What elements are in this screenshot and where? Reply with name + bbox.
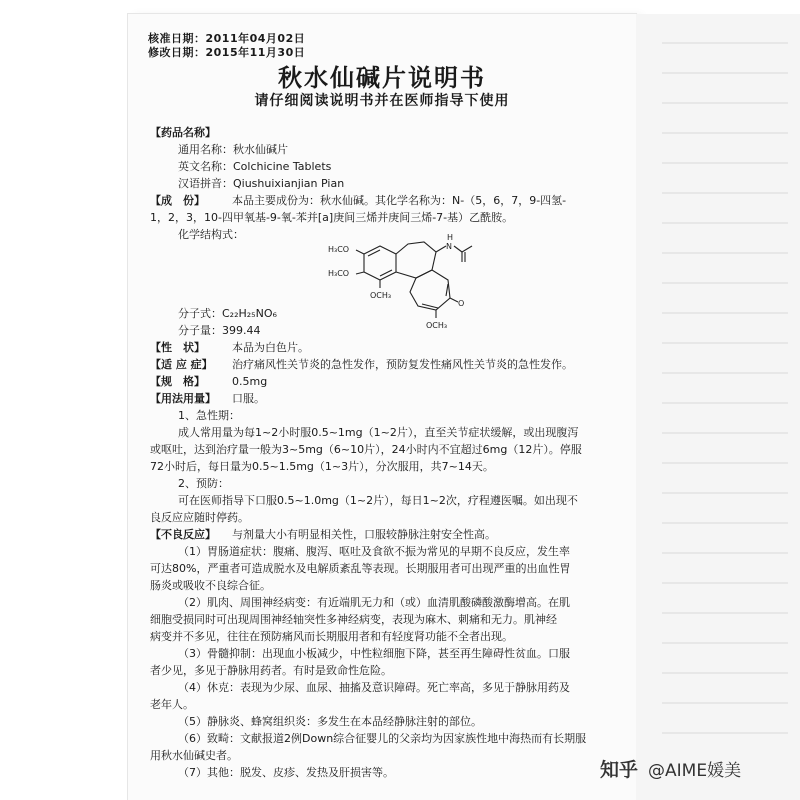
zhihu-logo: 知乎	[600, 759, 639, 781]
specification-heading: 【规 格】	[150, 375, 205, 388]
methoxy-label-3: OCH₃	[370, 291, 392, 300]
adverse-1-line-1: （1）胃肠道症状：腹痛、腹泻、呕吐及食欲不振为常见的早期不良反应，发生率	[178, 545, 570, 558]
acute-line-1: 成人常用量为每1~2小时服0.5~1mg（1~2片），直至关节症状缓解，或出现腹泻	[178, 426, 579, 439]
acute-line-2: 或呕吐，达到治疗量一般为3~5mg（6~10片），24小时内不宜超过6mg（12片）。停服	[150, 443, 582, 456]
adverse-2-line-3: 病变并不多见，往往在预防痛风而长期服用者和有轻度肾功能不全者出现。	[150, 630, 513, 643]
adverse-3-line-2: 者少见，多见于静脉用药者。有时是致命性危险。	[150, 664, 392, 677]
adverse-4-line-2: 老年人。	[150, 698, 194, 711]
methoxy-label-2: H₃CO	[328, 269, 350, 278]
author-handle: @AIME媛美	[648, 761, 742, 781]
background-left	[0, 0, 128, 800]
properties-heading: 【性 状】	[150, 341, 205, 354]
adverse-7-line-1: （7）其他：脱发、皮疹、发热及肝损害等。	[178, 766, 394, 779]
ketone-o-label: O	[458, 299, 465, 308]
prevent-line-1: 可在医师指导下口服0.5~1.0mg（1~2片），每日1~2次，疗程遵医嘱。如出现不	[178, 494, 578, 507]
composition-line-1: 本品主要成份为：秋水仙碱。其化学名称为：N-（5，6，7，9-四氢-	[232, 194, 567, 207]
adjacent-page	[636, 14, 800, 800]
approval-date: 核准日期：2011年04月02日	[148, 32, 306, 45]
chemical-structure-diagram	[322, 226, 482, 336]
adverse-3-line-1: （3）骨髓抑制：出现血小板减少，中性粒细胞下降，甚至再生障碍性贫血。口服	[178, 647, 570, 660]
adverse-1-line-2: 可达80%，严重者可造成脱水及电解质紊乱等表现。长期服用者可出现严重的出血性胃	[150, 562, 571, 575]
adverse-2-line-2: 细胞受损同时可出现周围神经轴突性多神经病变，表现为麻木、刺痛和无力。肌神经	[150, 613, 557, 626]
adverse-intro: 与剂量大小有明显相关性，口服较静脉注射安全性高。	[232, 528, 496, 541]
adverse-2-line-1: （2）肌肉、周围神经病变：有近端肌无力和（或）血清肌酸磷酸激酶增高。在肌	[178, 596, 570, 609]
composition-line-2: 1，2，3，10-四甲氧基-9-氧-苯并[a]庚间三烯并庚间三烯-7-基）乙酰胺。	[150, 211, 514, 224]
document-subtitle: 请仔细阅读说明书并在医师指导下使用	[254, 93, 510, 109]
pinyin-name: 汉语拼音：Qiushuixianjian Pian	[178, 177, 345, 190]
amide-n-label: N	[446, 242, 452, 251]
methoxy-label-1: H₃CO	[328, 245, 350, 254]
indications-text: 治疗痛风性关节炎的急性发作，预防复发性痛风性关节炎的急性发作。	[232, 358, 573, 371]
usage-heading: 【用法用量】	[150, 392, 216, 405]
prevent-title: 2、预防：	[178, 477, 229, 490]
indications-heading: 【适 应 症】	[150, 358, 213, 371]
adverse-1-line-3: 肠炎或吸收不良综合征。	[150, 579, 271, 592]
generic-name: 通用名称：秋水仙碱片	[178, 143, 288, 156]
specification-text: 0.5mg	[232, 375, 268, 388]
adverse-5-line-1: （5）静脉炎、蜂窝组织炎：多发生在本品经静脉注射的部位。	[178, 715, 482, 728]
drug-name-heading: 【药品名称】	[150, 126, 216, 139]
document-title: 秋水仙碱片说明书	[278, 63, 486, 92]
revision-date: 修改日期：2015年11月30日	[148, 46, 306, 59]
adverse-4-line-1: （4）休克：表现为少尿、血尿、抽搐及意识障碍。死亡率高，多见于静脉用药及	[178, 681, 570, 694]
methoxy-label-4: OCH₃	[426, 321, 448, 330]
structure-label: 化学结构式：	[178, 228, 244, 241]
prevent-line-2: 良反应应随时停药。	[150, 511, 249, 524]
english-name: 英文名称：Colchicine Tablets	[178, 160, 332, 173]
acute-title: 1、急性期：	[178, 409, 240, 422]
molecular-formula: 分子式：C₂₂H₂₅NO₆	[178, 307, 277, 320]
adverse-heading: 【不良反应】	[150, 528, 216, 541]
composition-heading: 【成 份】	[150, 194, 205, 207]
amide-h-label: H	[447, 233, 454, 242]
adverse-6-line-1: （6）致畸：文献报道2例Down综合征婴儿的父亲均为因家族性地中海热而有长期服	[178, 732, 587, 745]
properties-text: 本品为白色片。	[232, 341, 309, 354]
molecular-weight: 分子量：399.44	[178, 324, 261, 337]
zhihu-watermark	[600, 755, 741, 782]
acute-line-3: 72小时后，每日量为0.5~1.5mg（1~3片），分次服用，共7~14天。	[150, 460, 494, 473]
adverse-6-line-2: 用秋水仙碱史者。	[150, 749, 238, 762]
usage-text: 口服。	[232, 392, 265, 405]
